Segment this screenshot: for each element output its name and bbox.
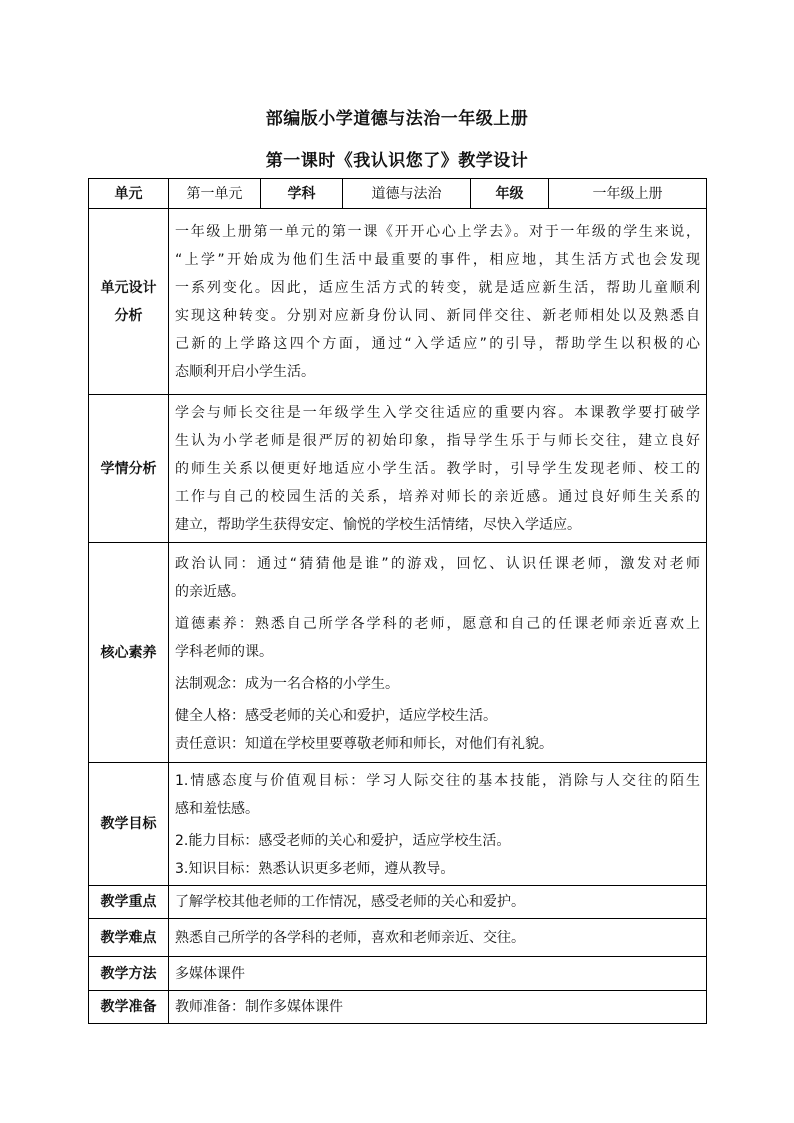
goal-emotion-line: 感和羞怯感。 (175, 801, 259, 817)
key-point-label: 教学重点 (89, 886, 169, 919)
grade-value: 一年级上册 (549, 179, 707, 209)
political-identity-line: 政治认同：通过“猜猜他是谁”的游戏，回忆、认识任课老师，激发对老师 (175, 555, 700, 572)
key-point-text: 了解学校其他老师的工作情况，感受老师的关心和爱护。 (169, 886, 707, 919)
student-analysis-line: 建立，帮助学生获得安定、愉悦的学校生活情绪，尽快入学适应。 (175, 516, 581, 533)
student-analysis-line: 学会与师长交往是一年级学生入学交往适应的重要内容。本课教学要打破学 (175, 404, 700, 421)
difficulty-text: 熟悉自己所学的各学科的老师，喜欢和老师亲近、交往。 (169, 919, 707, 957)
key-point-row (89, 886, 707, 919)
preparation-text: 教师准备：制作多媒体课件 (169, 991, 707, 1024)
student-analysis-label: 学情分析 (89, 395, 169, 543)
student-analysis-line: 工作与自己的校园生活的关系，培养对师长的亲近感。通过良好师生关系的 (175, 488, 700, 505)
method-row (89, 957, 707, 991)
moral-quality-line: 学科老师的课。 (175, 643, 273, 660)
header-row (89, 179, 707, 209)
teaching-goals-label: 教学目标 (89, 763, 169, 886)
core-literacy-label: 核心素养 (89, 543, 169, 763)
subject-value: 道德与法治 (343, 179, 471, 209)
preparation-label: 教学准备 (89, 991, 169, 1024)
teaching-goals-content (169, 763, 707, 886)
unit-design-line: 一系列变化。因此，适应生活方式的转变，就是适应新生活，帮助儿童顺利 (175, 279, 700, 296)
document-subtitle: 第一课时《我认识您了》教学设计 (265, 151, 529, 171)
unit-design-label-line2: 分析 (114, 307, 143, 324)
unit-design-label-line1: 单元设计 (100, 279, 157, 296)
unit-design-row (89, 209, 707, 395)
unit-design-content (169, 209, 707, 395)
document-title: 部编版小学道德与法治一年级上册 (265, 109, 529, 129)
method-text: 多媒体课件 (169, 957, 707, 991)
legal-concept-line: 法制观念：成为一名合格的小学生。 (175, 675, 399, 692)
goal-emotion-line: 1.情感态度与价值观目标：学习人际交往的基本技能，消除与人交往的陌生 (175, 773, 700, 789)
student-analysis-line: 生认为小学老师是很严厉的初始印象，指导学生乐于与师长交往，建立良好 (175, 432, 700, 449)
student-analysis-content (169, 395, 707, 543)
unit-design-line: “上学”开始成为他们生活中最重要的事件，相应地，其生活方式也会发现 (175, 251, 700, 268)
lesson-plan-table (88, 178, 707, 1024)
preparation-row (89, 991, 707, 1024)
core-literacy-content (169, 543, 707, 763)
unit-design-label (89, 209, 169, 395)
unit-design-line: 态顺利开启小学生活。 (175, 363, 315, 380)
sound-personality-line: 健全人格：感受老师的关心和爱护，适应学校生活。 (175, 707, 497, 724)
unit-label: 单元 (89, 179, 169, 209)
core-literacy-row (89, 543, 707, 763)
teaching-goals-row (89, 763, 707, 886)
difficulty-label: 教学难点 (89, 919, 169, 957)
unit-design-line: 一年级上册第一单元的第一课《开开心心上学去》。对于一年级的学生来说， (175, 223, 700, 240)
goal-knowledge-line: 3.知识目标：熟悉认识更多老师，遵从教导。 (175, 861, 455, 877)
grade-label: 年级 (471, 179, 549, 209)
difficulty-row (89, 919, 707, 957)
political-identity-line: 的亲近感。 (175, 583, 245, 600)
method-label: 教学方法 (89, 957, 169, 991)
subject-label: 学科 (261, 179, 343, 209)
responsibility-line: 责任意识：知道在学校里要尊敬老师和师长，对他们有礼貌。 (175, 735, 553, 752)
student-analysis-line: 的师生关系以便更好地适应小学生活。教学时，引导学生发现老师、校工的 (175, 460, 700, 477)
unit-value: 第一单元 (169, 179, 261, 209)
goal-ability-line: 2.能力目标：感受老师的关心和爱护，适应学校生活。 (175, 833, 511, 849)
unit-design-line: 实现这种转变。分别对应新身份认同、新同伴交往、新老师相处以及熟悉自 (175, 307, 700, 324)
moral-quality-line: 道德素养：熟悉自己所学各学科的老师，愿意和自己的任课老师亲近喜欢上 (175, 615, 700, 632)
unit-design-line: 己新的上学路这四个方面，通过“入学适应”的引导，帮助学生以积极的心 (175, 335, 700, 352)
student-analysis-row (89, 395, 707, 543)
